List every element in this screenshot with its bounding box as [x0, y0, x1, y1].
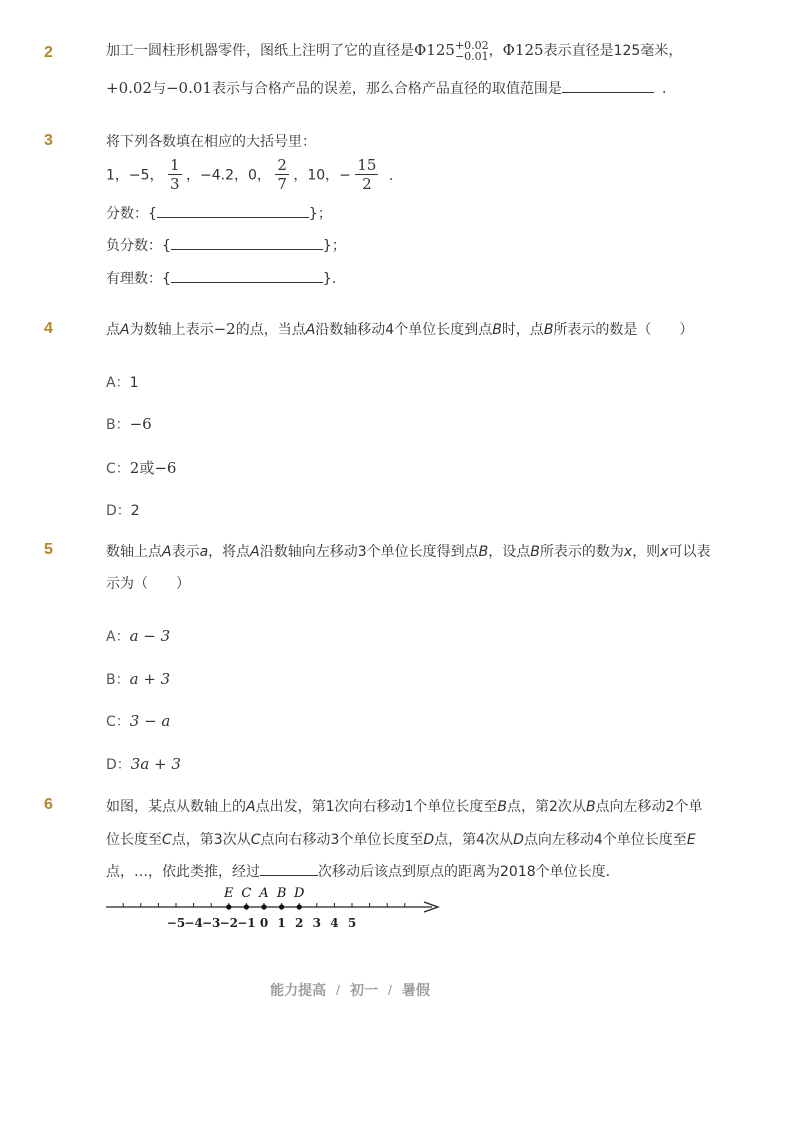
text: ，−4.2，0，: [186, 167, 271, 184]
text: }；: [322, 238, 346, 254]
tolerance-upper: +0.02: [454, 39, 489, 52]
answer-blank[interactable]: [157, 205, 309, 218]
text: ，10，−: [293, 167, 351, 184]
numerator: 15: [357, 156, 377, 174]
var: A: [162, 544, 172, 560]
option-d[interactable]: [106, 500, 140, 520]
footer-term: 暑假: [401, 982, 430, 998]
var: a: [199, 544, 209, 560]
question-text-line-1: [106, 541, 710, 561]
math-phi: Φ125: [414, 41, 455, 59]
var: D: [423, 832, 435, 848]
text: 的点，当点: [235, 322, 306, 338]
text: 加工一圆柱形机器零件，图纸上注明了它的直径是: [106, 43, 414, 59]
tick-label: 5: [347, 916, 357, 930]
tick-label: 3: [312, 916, 321, 930]
fraction-1-3: [168, 156, 182, 193]
text: ．: [661, 81, 676, 97]
tick-label: 1: [277, 916, 286, 930]
text: 1，−5，: [106, 167, 164, 184]
option-value: 3a + 3: [130, 755, 181, 773]
text: 点向右移动3个单位长度至: [260, 832, 424, 848]
text: 表示: [171, 544, 200, 560]
option-b[interactable]: [106, 669, 170, 689]
text: 表示与合格产品的误差，那么合格产品直径的取值范围是: [211, 81, 562, 97]
text: 所表示的数为: [539, 544, 624, 560]
option-label: B：: [106, 672, 130, 688]
var: B: [492, 322, 502, 338]
text: 为数轴上表示: [129, 322, 214, 338]
tick-label: −2: [219, 916, 239, 930]
denominator: 3: [170, 175, 180, 193]
option-a[interactable]: [106, 626, 170, 646]
option-a[interactable]: [106, 372, 139, 392]
point-label: C: [241, 886, 252, 901]
question-number: 5: [44, 541, 53, 558]
var: A: [250, 544, 260, 560]
question-number: 2: [44, 44, 53, 61]
text: 如图，某点从数轴上的: [106, 799, 246, 815]
text: 可以表: [668, 544, 711, 560]
option-value: 2或−6: [129, 459, 177, 477]
point-label: A: [259, 886, 269, 901]
option-value: a − 3: [129, 627, 171, 645]
label: 分数：{: [106, 206, 157, 222]
point-marker: [226, 904, 231, 909]
var: A: [120, 322, 130, 338]
tick-label: 0: [259, 916, 269, 930]
var: C: [250, 832, 261, 848]
var: A: [305, 322, 316, 338]
text: 位长度至: [106, 832, 162, 848]
var: E: [686, 832, 696, 848]
text: 点向左移动4个单位长度至: [523, 832, 687, 848]
text: 时，点: [501, 322, 544, 338]
text: 表示直径是125毫米，: [543, 43, 683, 59]
footer: [0, 980, 700, 1000]
option-label: A：: [106, 629, 130, 645]
numerator: 2: [277, 156, 287, 174]
question-number: 4: [44, 320, 53, 337]
text: 点向左移动2个单: [595, 799, 703, 815]
text: 点，第3次从: [171, 832, 251, 848]
option-value: a + 3: [129, 670, 171, 688]
negative-fraction-set: [106, 235, 346, 255]
option-label: D：: [106, 757, 131, 773]
tick-label: −5: [166, 916, 186, 930]
answer-blank[interactable]: [260, 863, 318, 876]
question-prompt: 将下列各数填在相应的大括号里：: [106, 134, 316, 150]
option-label: C：: [106, 461, 130, 477]
math-plus: +0.02: [106, 79, 152, 97]
label: 负分数：{: [106, 238, 171, 254]
option-value: −6: [129, 415, 152, 433]
question-text-line-1: [106, 40, 682, 62]
text: ，则: [632, 544, 661, 560]
number-line-figure: [100, 880, 445, 935]
number-list: [106, 156, 403, 193]
question-text-line-2: [106, 78, 676, 98]
fraction-15-2: [355, 156, 378, 193]
option-label: A：: [106, 375, 130, 391]
question-text-line-1: [106, 796, 702, 816]
var: B: [478, 544, 489, 560]
text: 沿数轴移动4个单位长度到点: [315, 322, 493, 338]
question-number: 6: [44, 796, 53, 813]
text: 点，第4次从: [434, 832, 514, 848]
math: −2: [213, 320, 236, 338]
text: 次移动后该点到原点的距离为2018个单位长度．: [318, 864, 620, 880]
text: 沿数轴向左移动3个单位长度得到点: [259, 544, 479, 560]
math-phi: Φ125: [502, 41, 544, 59]
label: 有理数：{: [106, 271, 171, 287]
answer-blank[interactable]: [171, 237, 323, 250]
var: x: [660, 544, 669, 560]
var: B: [585, 799, 596, 815]
tolerance: [455, 40, 489, 62]
option-value: 3 − a: [129, 712, 171, 730]
option-value: 2: [130, 503, 140, 519]
rational-set: [106, 268, 346, 288]
var: B: [543, 322, 554, 338]
point-marker: [261, 904, 266, 909]
numerator: 1: [170, 156, 180, 174]
question-text-line-2: 示为（ ）: [106, 576, 190, 592]
tick-label: −1: [237, 916, 256, 930]
option-c[interactable]: [106, 711, 170, 731]
question-text-line-2: [106, 829, 696, 849]
point-marker: [297, 904, 302, 909]
var: B: [530, 544, 540, 560]
fraction-set: [106, 203, 332, 223]
text: ．: [388, 167, 403, 184]
option-b[interactable]: [106, 414, 152, 434]
question-number: 3: [44, 132, 53, 149]
text: 所表示的数是（ ）: [553, 322, 694, 338]
footer-separator: /: [336, 982, 340, 998]
footer-subject: 能力提高: [270, 982, 327, 998]
answer-blank[interactable]: [171, 270, 323, 283]
tolerance-lower: −0.01: [454, 50, 489, 63]
text: }；: [308, 206, 332, 222]
var: C: [162, 832, 172, 848]
tick-label: −3: [201, 916, 221, 930]
point-label: E: [224, 886, 234, 901]
option-label: D：: [106, 503, 131, 519]
text: 数轴上点: [106, 544, 162, 560]
var: D: [513, 832, 524, 848]
footer-separator: /: [388, 982, 392, 998]
text: ，将点: [208, 544, 251, 560]
var: A: [246, 799, 256, 815]
footer-grade: 初一: [350, 982, 378, 998]
math-minus: −0.01: [165, 79, 212, 97]
text: ，: [488, 43, 503, 59]
text: 与: [151, 81, 166, 97]
option-d[interactable]: [106, 754, 181, 774]
point-label: D: [293, 886, 305, 901]
denominator: 2: [362, 175, 372, 193]
tick-label: 2: [295, 916, 304, 930]
answer-blank[interactable]: [562, 80, 654, 93]
text: 点: [106, 322, 120, 338]
question-text: [106, 319, 693, 339]
text: 点，…，依此类推，经过: [106, 864, 260, 880]
option-label: B：: [106, 417, 130, 433]
question-text-line-3: [106, 861, 620, 881]
option-c[interactable]: [106, 457, 176, 478]
var: x: [623, 544, 633, 560]
option-value: 1: [129, 375, 139, 391]
text: 点，第2次从: [507, 799, 586, 815]
fraction-2-7: [275, 156, 289, 193]
point-label: B: [276, 886, 287, 901]
text: 点出发，第1次向右移动1个单位长度至: [255, 799, 498, 815]
var: B: [497, 799, 508, 815]
text: }．: [322, 271, 346, 287]
tick-label: −4: [184, 916, 203, 930]
tick-label: 4: [330, 916, 339, 930]
point-marker: [279, 904, 284, 909]
option-label: C：: [106, 714, 130, 730]
point-marker: [244, 904, 249, 909]
text: ，设点: [488, 544, 531, 560]
denominator: 7: [277, 175, 287, 193]
